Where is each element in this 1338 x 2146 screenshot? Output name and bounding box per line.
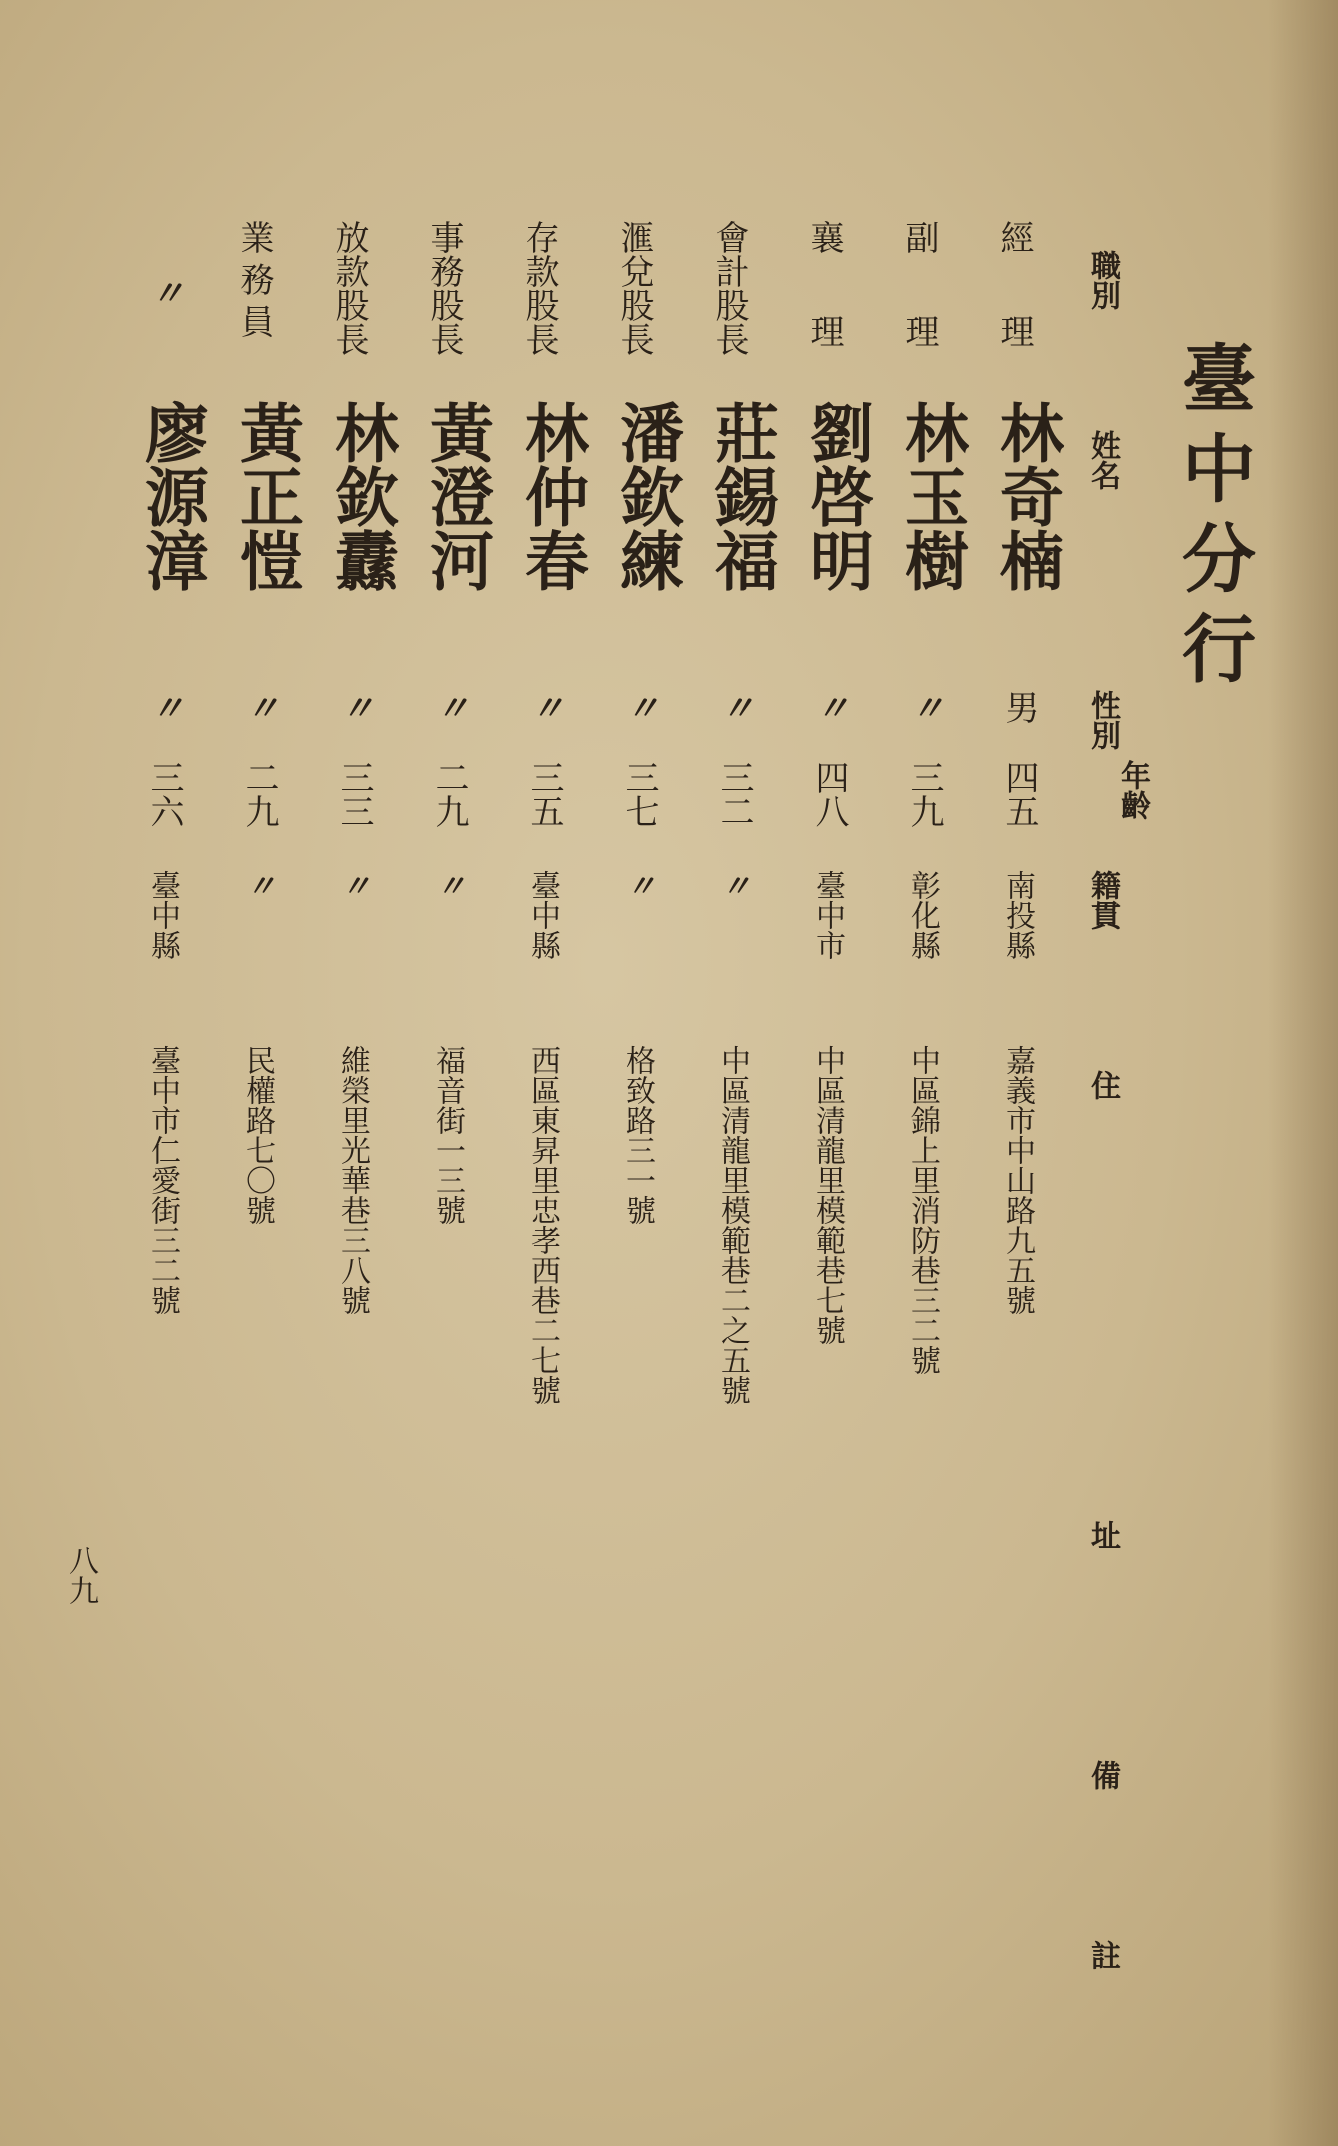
header-address-1: 住 xyxy=(1085,1070,1120,1100)
row-age: 三七 xyxy=(619,760,659,828)
row-age: 三二 xyxy=(714,760,754,828)
row-age: 二九 xyxy=(239,760,279,828)
row-position: 襄理 xyxy=(804,220,844,408)
row-position: 存款股長 xyxy=(519,220,559,356)
row-age: 三五 xyxy=(524,760,564,828)
header-position: 職別 xyxy=(1085,250,1120,310)
row-native: 南投縣 xyxy=(1000,870,1035,960)
row-age: 二九 xyxy=(429,760,469,828)
page-number: 八九 xyxy=(63,1545,98,1605)
row-age: 四五 xyxy=(999,760,1039,828)
row-address: 中區清龍里模範巷七號 xyxy=(810,1045,845,1345)
row-address: 中區清龍里模範巷二之五號 xyxy=(715,1045,750,1405)
row-sex: 〃 xyxy=(809,690,849,724)
row-address: 福音街一三號 xyxy=(430,1045,465,1225)
row-address: 中區錦上里消防巷三二號 xyxy=(905,1045,940,1375)
row-sex: 男 xyxy=(999,690,1039,724)
row-sex: 〃 xyxy=(904,690,944,724)
header-remark-2: 註 xyxy=(1085,1940,1120,1970)
row-name: 劉啓明 xyxy=(799,400,874,592)
row-sex: 〃 xyxy=(144,690,184,724)
row-address: 民權路七〇號 xyxy=(240,1045,275,1225)
row-native: 〃 xyxy=(430,870,465,900)
row-address: 臺中市仁愛街三二號 xyxy=(145,1045,180,1315)
row-sex: 〃 xyxy=(714,690,754,724)
row-name: 廖源漳 xyxy=(134,400,209,592)
header-remark-1: 備 xyxy=(1085,1760,1120,1790)
row-native: 〃 xyxy=(715,870,750,900)
header-age: 年齡 xyxy=(1115,760,1150,820)
row-address: 西區東昇里忠孝西巷二七號 xyxy=(525,1045,560,1405)
row-sex: 〃 xyxy=(334,690,374,724)
row-name: 黃澄河 xyxy=(419,400,494,592)
row-position: 放款股長 xyxy=(329,220,369,356)
row-name: 黃正愷 xyxy=(229,400,304,592)
page-title: 臺中分行 xyxy=(1170,340,1256,700)
row-sex: 〃 xyxy=(429,690,469,724)
row-sex: 〃 xyxy=(524,690,564,724)
row-name: 林欽纛 xyxy=(324,400,399,592)
row-position: 滙兌股長 xyxy=(614,220,654,356)
row-address: 嘉義市中山路九五號 xyxy=(1000,1045,1035,1315)
row-position: 〃 xyxy=(144,275,184,309)
row-native: 〃 xyxy=(240,870,275,900)
row-position: 會計股長 xyxy=(709,220,749,356)
row-age: 三三 xyxy=(334,760,374,828)
row-sex: 〃 xyxy=(619,690,659,724)
row-address: 維榮里光華巷三八號 xyxy=(335,1045,370,1315)
row-name: 莊錫福 xyxy=(704,400,779,592)
row-age: 四八 xyxy=(809,760,849,828)
header-address-2: 址 xyxy=(1085,1520,1120,1550)
row-sex: 〃 xyxy=(239,690,279,724)
row-name: 林奇楠 xyxy=(989,400,1064,592)
row-position: 副理 xyxy=(899,220,939,408)
row-native: 〃 xyxy=(335,870,370,900)
row-age: 三六 xyxy=(144,760,184,828)
row-position: 經理 xyxy=(994,220,1034,408)
row-name: 林仲春 xyxy=(514,400,589,592)
header-native: 籍貫 xyxy=(1085,870,1120,930)
row-native: 彰化縣 xyxy=(905,870,940,960)
row-name: 潘欽練 xyxy=(609,400,684,592)
row-age: 三九 xyxy=(904,760,944,828)
row-position: 業務員 xyxy=(234,220,274,346)
row-name: 林玉樹 xyxy=(894,400,969,592)
header-name: 姓名 xyxy=(1085,430,1120,490)
header-sex: 性別 xyxy=(1085,690,1120,750)
row-position: 事務股長 xyxy=(424,220,464,356)
row-address: 格致路三一號 xyxy=(620,1045,655,1225)
row-native: 臺中縣 xyxy=(525,870,560,960)
row-native: 臺中市 xyxy=(810,870,845,960)
row-native: 〃 xyxy=(620,870,655,900)
row-native: 臺中縣 xyxy=(145,870,180,960)
